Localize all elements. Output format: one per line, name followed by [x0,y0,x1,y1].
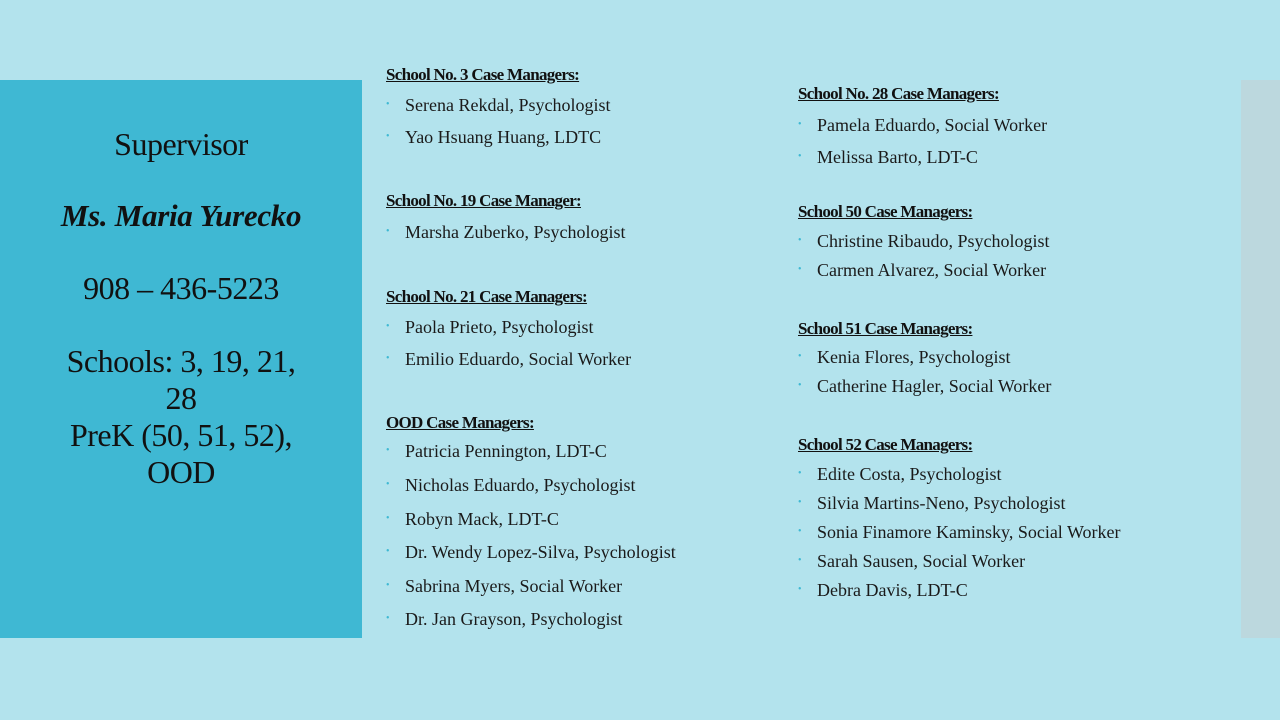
bullet-icon: • [386,226,390,238]
group-title: School 52 Case Managers: [798,435,973,454]
list-item [386,95,610,116]
list-item-label: Marsha Zuberko, Psychologist [405,222,626,242]
bullet-icon: • [386,445,390,457]
list-item [386,509,559,530]
bullet-icon: • [386,353,390,365]
supervisor-heading: Supervisor [114,126,248,162]
list-item [798,260,1046,281]
group-title: School No. 28 Case Managers: [798,84,999,103]
group-title: School 50 Case Managers: [798,202,973,221]
group-title: School 51 Case Managers: [798,319,973,338]
group-title: OOD Case Managers: [386,413,534,432]
bullet-icon: • [798,151,802,163]
list-item [798,147,978,168]
schools-line: Schools: 3, 19, 21, [66,343,296,379]
list-item-label: Sonia Finamore Kaminsky, Social Worker [817,522,1121,542]
supervisor-phone: 908 – 436-5223 [83,270,279,306]
list-item [798,551,1025,572]
bullet-icon: • [386,580,390,592]
list-item-label: Silvia Martins-Neno, Psychologist [817,493,1066,513]
group-title: School No. 3 Case Managers: [386,65,580,84]
bullet-icon: • [798,497,802,509]
bullet-icon: • [798,264,802,276]
list-item [798,464,1002,485]
list-item [386,317,594,338]
list-item-label: Dr. Wendy Lopez-Silva, Psychologist [405,542,676,562]
group-title: School No. 19 Case Manager: [386,191,581,210]
list-item-label: Sabrina Myers, Social Worker [405,576,623,596]
bullet-icon: • [798,526,802,538]
list-item [386,542,676,563]
list-item-label: Paola Prieto, Psychologist [405,317,594,337]
list-item [798,376,1051,397]
list-item [386,127,601,148]
list-item [798,231,1050,252]
group-title: School No. 21 Case Managers: [386,287,587,306]
bullet-icon: • [386,321,390,333]
list-item-label: Christine Ribaudo, Psychologist [817,231,1050,251]
list-item-label: Carmen Alvarez, Social Worker [817,260,1047,280]
list-item-label: Kenia Flores, Psychologist [817,347,1011,367]
list-item [798,580,968,601]
schools-line: OOD [147,454,215,490]
bullet-icon: • [798,119,802,131]
list-item [386,222,625,243]
bullet-icon: • [798,380,802,392]
list-item-label: Melissa Barto, LDT-C [817,147,978,167]
bullet-icon: • [798,555,802,567]
bullet-icon: • [798,235,802,247]
list-item-label: Yao Hsuang Huang, LDTC [405,127,602,147]
list-item [798,493,1066,514]
schools-line: 28 [165,380,197,416]
supervisor-schools [0,343,362,491]
bullet-icon: • [798,584,802,596]
list-item-label: Robyn Mack, LDT-C [405,509,559,529]
list-item-label: Sarah Sausen, Social Worker [817,551,1026,571]
list-item-label: Edite Costa, Psychologist [817,464,1002,484]
list-item-label: Debra Davis, LDT-C [817,580,968,600]
list-item-label: Serena Rekdal, Psychologist [405,95,611,115]
list-item [386,475,635,496]
bullet-icon: • [386,479,390,491]
bullet-icon: • [386,546,390,558]
list-item-label: Dr. Jan Grayson, Psychologist [405,609,623,629]
list-item [798,115,1047,136]
list-item-label: Emilio Eduardo, Social Worker [405,349,632,369]
list-item [798,347,1011,368]
schools-line: PreK (50, 51, 52), [69,417,293,453]
list-item-label: Patricia Pennington, LDT-C [405,441,607,461]
bullet-icon: • [386,613,390,625]
list-item [386,441,607,462]
bullet-icon: • [386,513,390,525]
decorative-strip [1241,80,1280,638]
list-item-label: Pamela Eduardo, Social Worker [817,115,1048,135]
list-item-label: Catherine Hagler, Social Worker [817,376,1052,396]
list-item [386,349,631,370]
bullet-icon: • [798,468,802,480]
list-item [798,522,1121,543]
list-item [386,576,622,597]
list-item [386,609,623,630]
bullet-icon: • [386,131,390,143]
bullet-icon: • [386,99,390,111]
supervisor-name: Ms. Maria Yurecko [60,198,302,233]
list-item-label: Nicholas Eduardo, Psychologist [405,475,636,495]
bullet-icon: • [798,351,802,363]
